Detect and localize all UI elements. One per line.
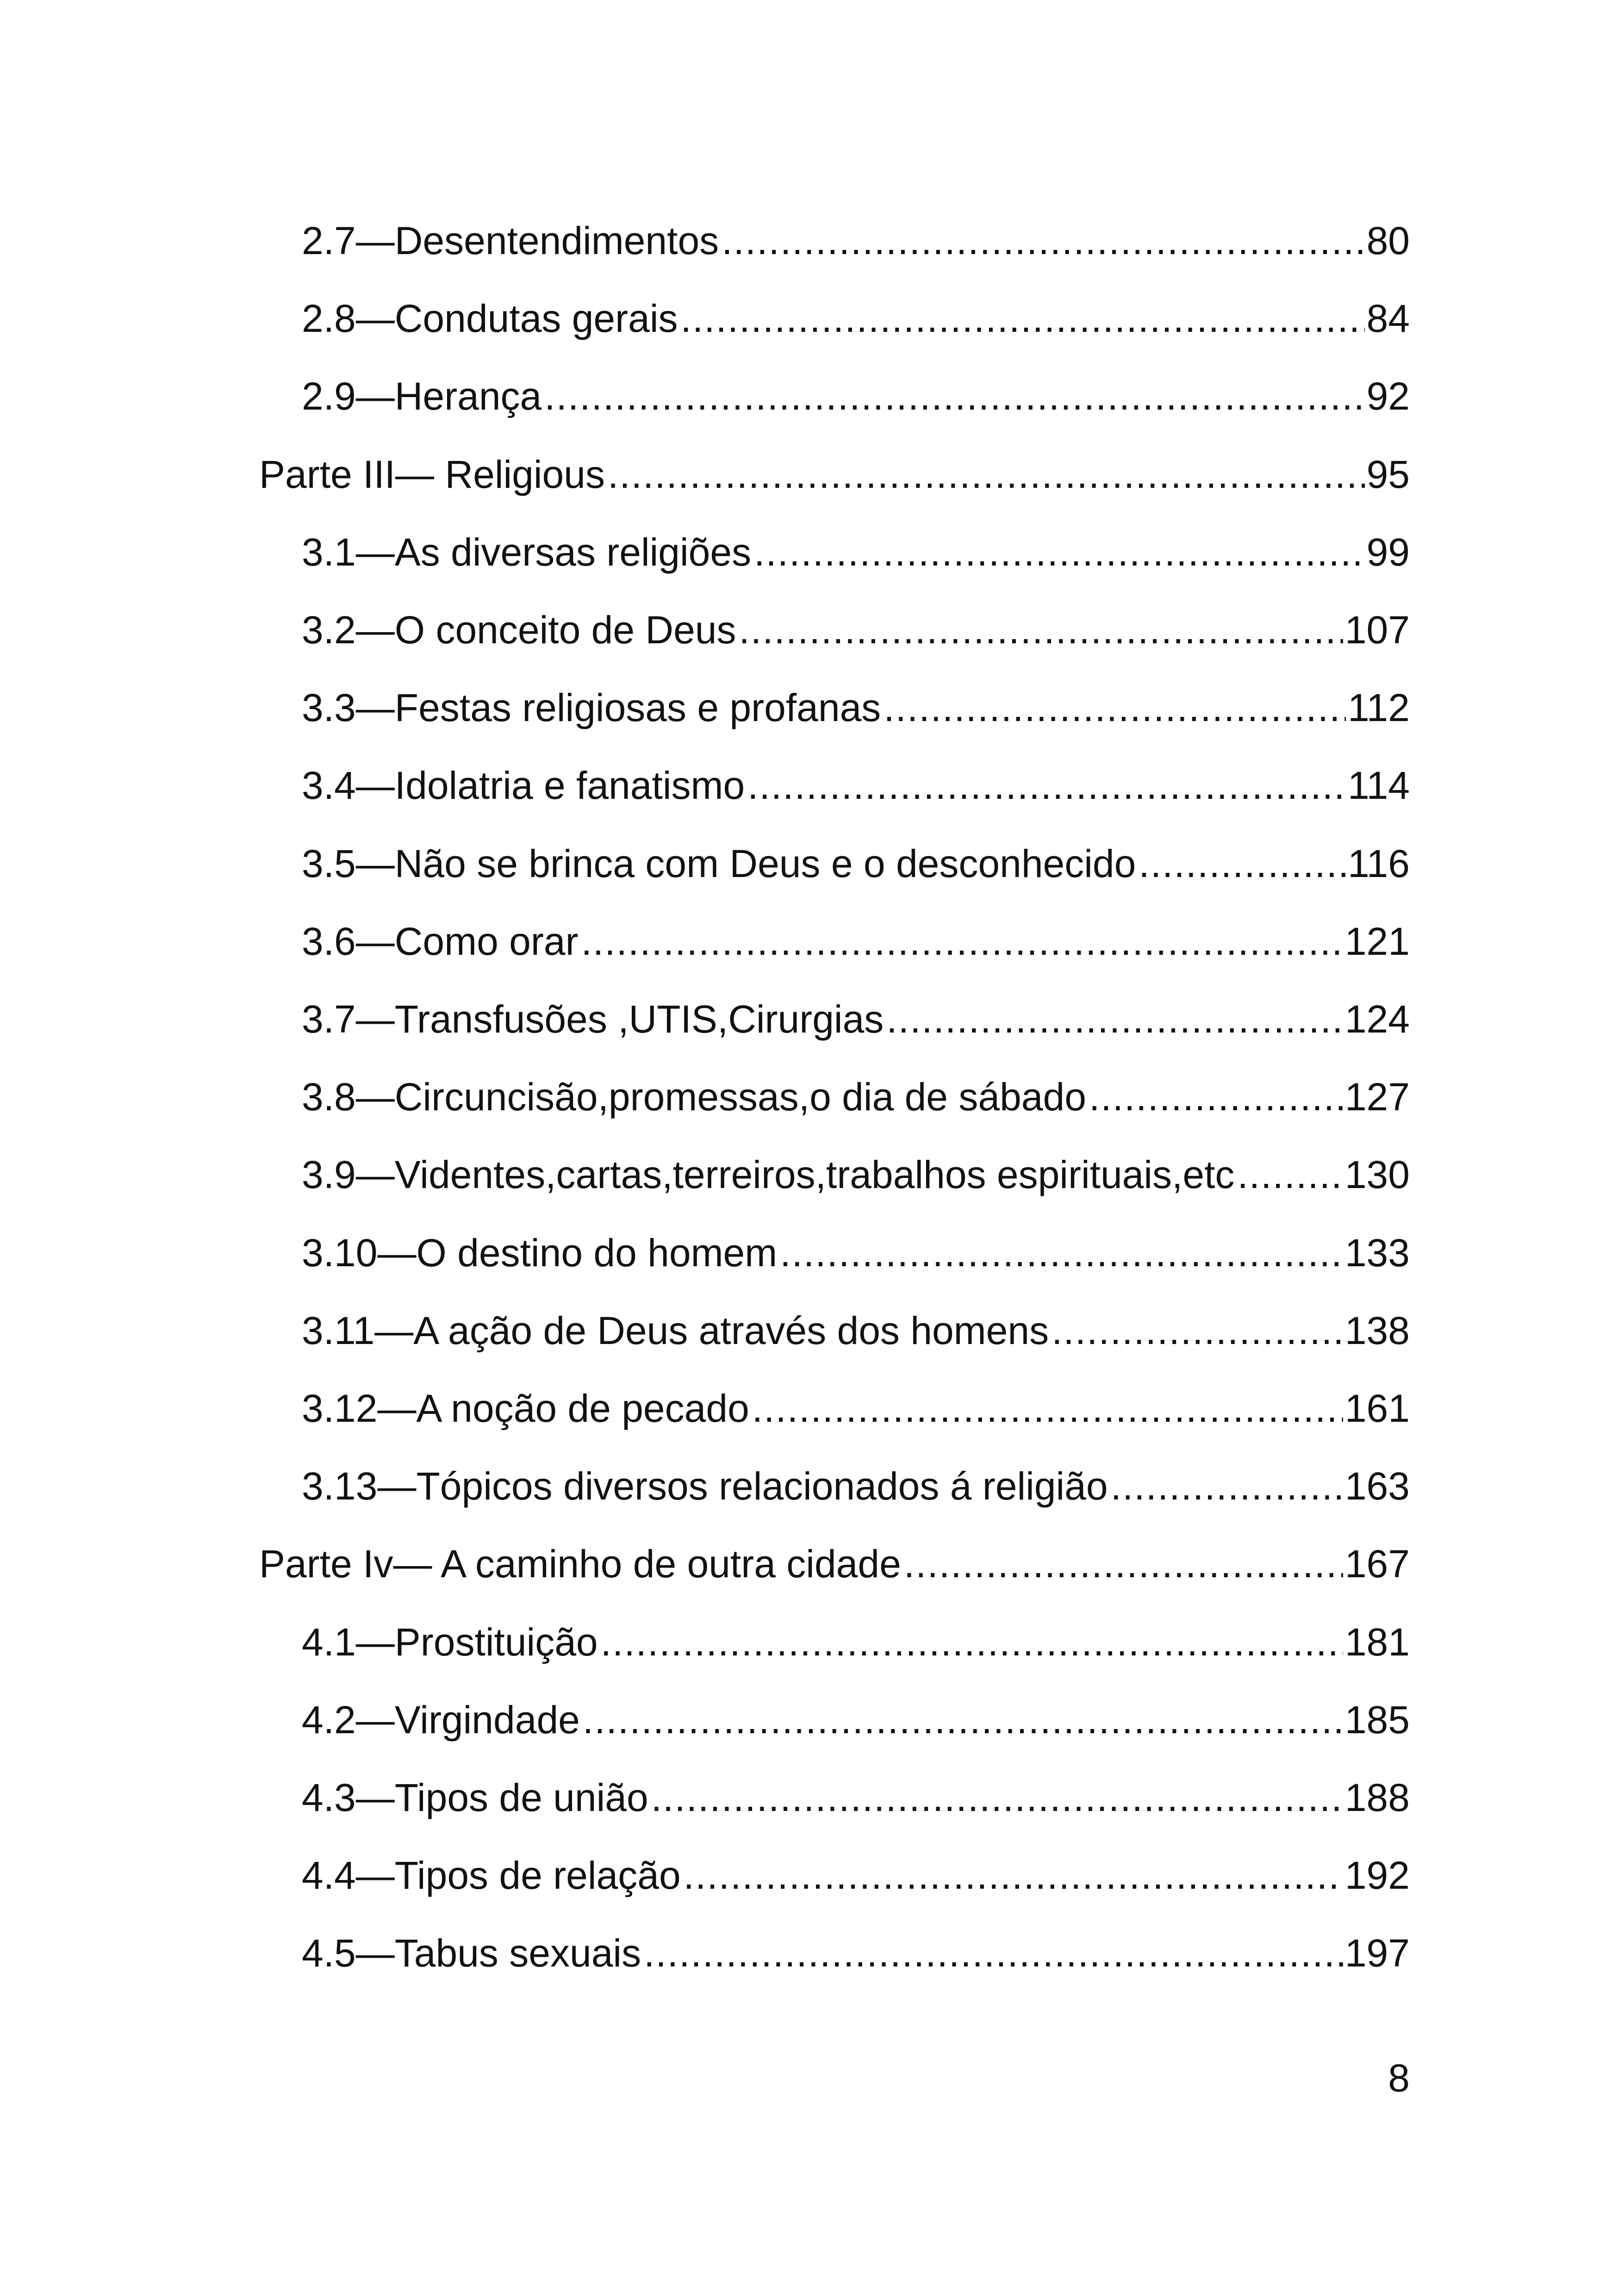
toc-entry-page: 99: [1366, 530, 1410, 574]
dot-leader: [1237, 1151, 1343, 1198]
dot-leader: [1052, 1307, 1343, 1354]
toc-entry: [302, 827, 1410, 887]
toc-entry-page: 161: [1344, 1387, 1410, 1430]
toc-entry-title: 2.7—Desentendimentos: [302, 219, 719, 262]
toc-entry-title: 4.1—Prostituição: [302, 1620, 598, 1664]
page-number: 8: [1388, 2056, 1410, 2100]
toc-entry-title: 3.4—Idolatria e fanatismo: [302, 764, 745, 807]
toc-entry: [302, 593, 1410, 653]
toc-entry-page: 107: [1344, 608, 1410, 652]
toc-entry-title: 3.1—As diversas religiões: [302, 530, 752, 574]
toc-entry-page: 92: [1366, 374, 1410, 418]
dot-leader: [1139, 840, 1346, 887]
dot-leader: [608, 451, 1365, 498]
toc-entry-page: 127: [1344, 1075, 1410, 1119]
toc-entry-title: 4.5—Tabus sexuais: [302, 1931, 641, 1975]
toc-entry-page: 192: [1344, 1854, 1410, 1897]
dot-leader: [601, 1619, 1343, 1665]
toc-entry-title: 3.9—Videntes,cartas,terreiros,trabalhos espirituais,etc: [302, 1153, 1235, 1196]
toc-entry-title: 3.2—O conceito de Deus: [302, 608, 736, 652]
toc-entry: [302, 1060, 1410, 1120]
toc-entry-title: 2.8—Condutas gerais: [302, 297, 678, 340]
dot-leader: [651, 1774, 1343, 1821]
toc-entry: [302, 204, 1410, 264]
toc-entry-title: 3.5—Não se brinca com Deus e o desconhecido: [302, 842, 1136, 885]
toc-entry: [302, 281, 1410, 342]
toc-entry: [302, 1761, 1410, 1821]
dot-leader: [644, 1930, 1343, 1976]
toc-entry: [302, 1449, 1410, 1509]
toc-entry: [302, 748, 1410, 809]
toc-entry: [302, 671, 1410, 731]
toc-entry: [302, 904, 1410, 964]
toc-entry-page: 114: [1348, 764, 1410, 807]
toc-entry-page: 121: [1344, 920, 1410, 963]
toc-entry-page: 163: [1344, 1464, 1410, 1508]
toc-entry-title: 4.2—Virgindade: [302, 1698, 580, 1742]
dot-leader: [1111, 1463, 1343, 1509]
toc-entry: [302, 1605, 1410, 1665]
toc-entry-page: 112: [1348, 686, 1410, 729]
dot-leader: [1089, 1074, 1343, 1120]
dot-leader: [722, 218, 1364, 264]
toc-entry-page: 181: [1344, 1620, 1410, 1664]
toc-entry-title: 3.13—Tópicos diversos relacionados á religião: [302, 1464, 1108, 1508]
toc-entry-page: 130: [1344, 1153, 1410, 1196]
dot-leader: [583, 1697, 1343, 1743]
dot-leader: [680, 295, 1364, 342]
toc-entry-title: 3.12—A noção de pecado: [302, 1387, 749, 1430]
toc-entry: [302, 1838, 1410, 1898]
toc-entry-title: 3.3—Festas religiosas e profanas: [302, 686, 881, 729]
dot-leader: [904, 1541, 1343, 1587]
toc-entry-page: 185: [1344, 1698, 1410, 1742]
dot-leader: [684, 1852, 1343, 1898]
toc-entry-page: 167: [1344, 1542, 1410, 1586]
toc-entry-page: 80: [1366, 219, 1410, 262]
toc-entry: [302, 1216, 1410, 1276]
toc-entry: [302, 515, 1410, 575]
toc-entry-page: 138: [1344, 1309, 1410, 1352]
dot-leader: [886, 996, 1343, 1042]
toc-entry-title: 4.4—Tipos de relação: [302, 1854, 681, 1897]
dot-leader: [739, 607, 1343, 653]
toc-entry: [302, 1138, 1410, 1198]
toc-entry-page: 116: [1348, 842, 1410, 885]
dot-leader: [884, 684, 1346, 731]
toc-entry: [302, 1916, 1410, 1976]
dot-leader: [780, 1230, 1343, 1276]
toc-entry-title: 3.8—Circuncisão,promessas,o dia de sábado: [302, 1075, 1086, 1119]
toc-entry-page: 124: [1344, 997, 1410, 1041]
toc-entry-title: 3.11—A ação de Deus através dos homens: [302, 1309, 1049, 1352]
toc-entry: [302, 1683, 1410, 1743]
toc-entry: [302, 1371, 1410, 1431]
toc-part-heading: [259, 1527, 1410, 1587]
toc-entry-page: 95: [1366, 453, 1410, 496]
toc-entry: [302, 982, 1410, 1042]
toc-entry-title: Parte III— Religious: [259, 453, 605, 496]
toc-entry-page: 197: [1344, 1931, 1410, 1975]
toc-entry: [302, 359, 1410, 419]
toc-entry-title: 3.10—O destino do homem: [302, 1231, 778, 1275]
toc-entry-page: 133: [1344, 1231, 1410, 1275]
dot-leader: [581, 918, 1343, 964]
toc-entry-page: 84: [1366, 297, 1410, 340]
toc-entry-title: Parte Iv— A caminho de outra cidade: [259, 1542, 901, 1586]
dot-leader: [747, 762, 1346, 809]
toc-entry-page: 188: [1344, 1776, 1410, 1819]
toc-entry-title: 2.9—Herança: [302, 374, 542, 418]
dot-leader: [544, 373, 1364, 419]
toc-entry-title: 3.6—Como orar: [302, 920, 579, 963]
toc-entry-title: 4.3—Tipos de união: [302, 1776, 648, 1819]
toc-entry-title: 3.7—Transfusões ,UTIS,Cirurgias: [302, 997, 884, 1041]
toc-entry: [302, 1294, 1410, 1354]
dot-leader: [754, 529, 1364, 575]
toc-part-heading: [259, 437, 1410, 498]
dot-leader: [752, 1385, 1343, 1431]
